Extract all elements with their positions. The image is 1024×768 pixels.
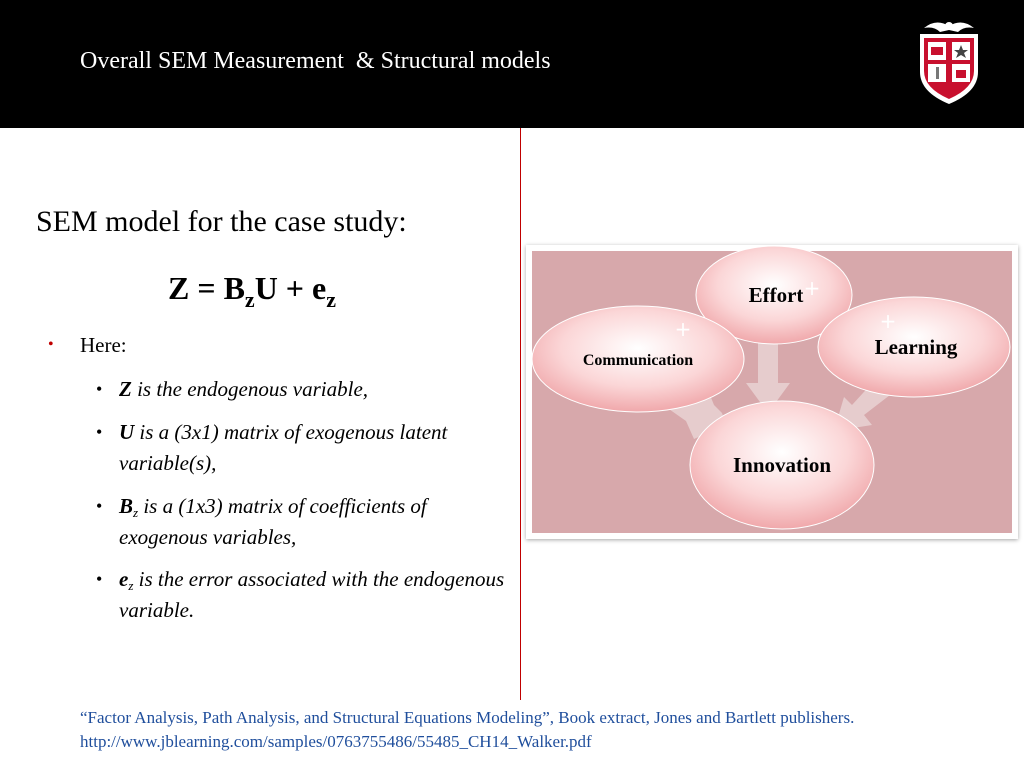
bullet-item xyxy=(96,564,506,626)
eq-e-sub: z xyxy=(326,287,336,312)
eq-b: B xyxy=(223,270,245,306)
node-communication-label: Communication xyxy=(582,352,694,369)
eq-u: U xyxy=(254,270,278,306)
vertical-divider xyxy=(520,128,521,700)
bullet-symbol: e xyxy=(119,567,129,591)
citation-text: “Factor Analysis, Path Analysis, and Structural Equations Modeling”, Book extract, Jones and Bartlett publishers. xyxy=(80,708,855,727)
bullet-symbol-sub: z xyxy=(133,505,139,520)
node-effort-label: Effort xyxy=(748,283,804,307)
bullet-item xyxy=(96,417,506,479)
bullet-symbol-sub: z xyxy=(128,578,134,593)
bullet-dot-icon: • xyxy=(96,422,103,442)
bullet-text: is a (3x1) matrix of exogenous latent variable(s), xyxy=(119,420,448,475)
bullet-item xyxy=(96,374,506,405)
citation-footer xyxy=(80,706,1010,754)
bullet-symbol: Z xyxy=(119,377,132,401)
bullet-here-text: Here: xyxy=(80,333,127,357)
bullet-symbol: U xyxy=(119,420,135,444)
eq-plus: + xyxy=(277,270,313,306)
bullet-dot-icon: • xyxy=(96,379,103,399)
bullet-symbol: B xyxy=(119,494,134,518)
eq-equals: = xyxy=(189,270,224,306)
slide-header xyxy=(0,0,1024,128)
bullet-text: is a (1x3) matrix of coefficients of exogenous variables, xyxy=(119,494,427,549)
sem-diagram-canvas xyxy=(526,245,1018,539)
university-seal-logo xyxy=(912,14,986,106)
node-learning-label: Learning xyxy=(874,335,958,359)
bullet-dot-icon: • xyxy=(96,569,103,589)
sem-equation xyxy=(168,270,336,312)
node-innovation-label: Innovation xyxy=(732,453,832,477)
bullet-text: is the endogenous variable, xyxy=(131,377,369,401)
section-subtitle: SEM model for the case study: xyxy=(36,205,407,238)
plus-icon: + xyxy=(879,309,897,333)
eq-z: Z xyxy=(168,270,190,306)
bullet-dot-icon: • xyxy=(48,336,54,353)
citation-url-link[interactable]: http://www.jblearning.com/samples/0763755486/55485_CH14_Walker.pdf xyxy=(80,732,592,751)
plus-icon: + xyxy=(674,317,692,341)
eq-e: e xyxy=(312,270,327,306)
bullet-item xyxy=(96,491,506,553)
bullet-dot-icon: • xyxy=(96,496,103,516)
sem-diagram xyxy=(526,245,1018,539)
plus-icon: + xyxy=(803,276,821,300)
bullet-text: is the error associated with the endogenous variable. xyxy=(119,567,505,622)
slide-title: Overall SEM Measurement & Structural models xyxy=(80,48,551,74)
eq-b-sub: z xyxy=(244,287,255,312)
